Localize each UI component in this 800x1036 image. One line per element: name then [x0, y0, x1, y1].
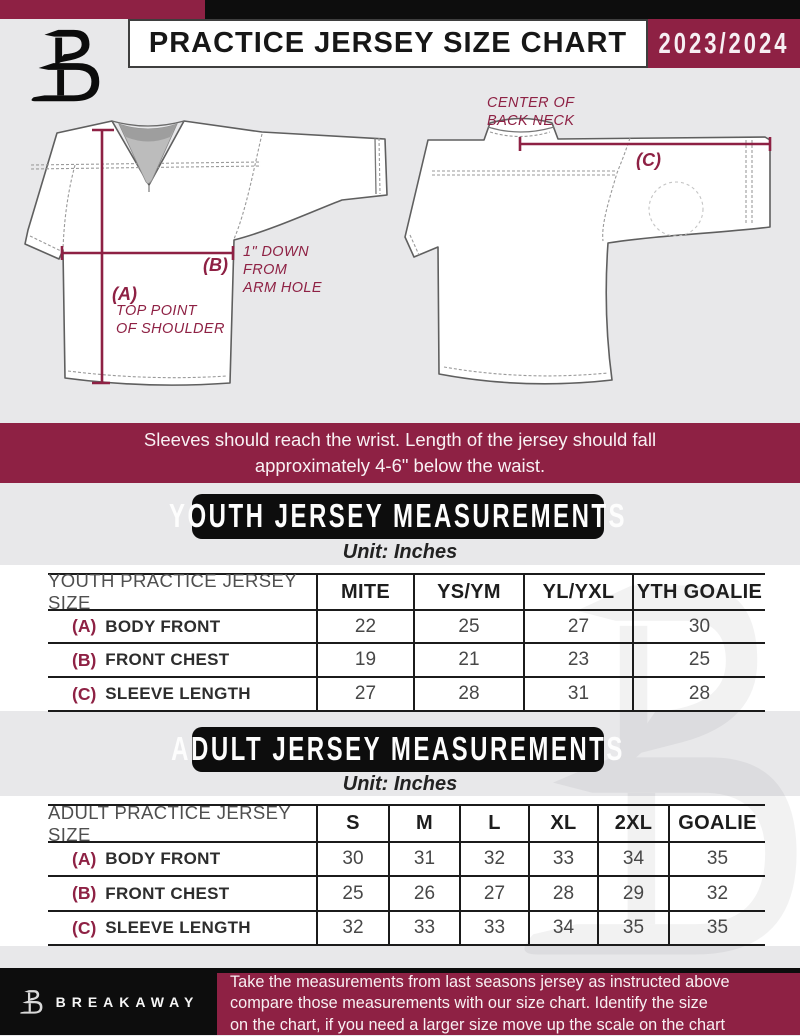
youth-col-header-goalie: YTH GOALIE: [632, 575, 765, 611]
row-key-c: (C): [72, 683, 97, 704]
adult-value-b-l: 27: [459, 877, 528, 912]
label-c-desc-2: BACK NECK: [487, 113, 575, 129]
youth-row-body-front: [48, 611, 316, 644]
season-box: [648, 19, 800, 68]
youth-col-header-mite: MITE: [316, 575, 413, 611]
youth-value-b-mite: 19: [316, 644, 413, 678]
label-b: (B): [203, 255, 228, 275]
breakaway-footer-logo-icon: [18, 985, 45, 1019]
adult-row-body-front: [48, 843, 316, 877]
adult-value-a-xl: 33: [528, 843, 597, 877]
youth-value-c-mite: 27: [316, 678, 413, 712]
label-c: (C): [636, 150, 661, 170]
page-title: PRACTICE JERSEY SIZE CHART: [148, 27, 628, 59]
adult-row-front-chest: [48, 877, 316, 912]
footer-line-3: on the chart, if you need a larger size move up the scale on the chart: [230, 1015, 726, 1034]
adult-value-c-xl: 34: [528, 912, 597, 946]
youth-value-c-ylyxl: 31: [523, 678, 632, 712]
season-label: 2023/2024: [658, 26, 790, 60]
footer-line-1: Take the measurements from last seasons jersey as instructed above: [230, 972, 730, 991]
adult-value-c-l: 33: [459, 912, 528, 946]
label-a-desc-2: OF SHOULDER: [116, 321, 225, 337]
adult-col-header-m: M: [388, 806, 459, 843]
breakaway-b-mark: [24, 22, 108, 110]
adult-col-header-s: S: [316, 806, 388, 843]
adult-col-header-2xl: 2XL: [597, 806, 668, 843]
label-a-desc-1: TOP POINT: [116, 303, 197, 319]
youth-col-header-ysym: YS/YM: [413, 575, 523, 611]
adult-value-a-2xl: 34: [597, 843, 668, 877]
footer-line-2: compare those measurements with our size chart. Identify the size: [230, 994, 708, 1013]
top-black-strip: [205, 0, 800, 19]
adult-value-a-l: 32: [459, 843, 528, 877]
adult-col-header-xl: XL: [528, 806, 597, 843]
adult-value-a-goalie: 35: [668, 843, 765, 877]
adult-value-c-m: 33: [388, 912, 459, 946]
label-b-desc-1: 1" DOWN: [243, 244, 309, 260]
row-name-sleeve-length: SLEEVE LENGTH: [105, 918, 251, 937]
adult-value-b-m: 26: [388, 877, 459, 912]
youth-unit-label: Unit: Inches: [342, 541, 458, 563]
youth-value-b-ylyxl: 23: [523, 644, 632, 678]
youth-row-sleeve-length: [48, 678, 316, 712]
row-key-a: (A): [72, 616, 97, 636]
adult-value-a-s: 30: [316, 843, 388, 877]
adult-col-header-l: L: [459, 806, 528, 843]
youth-section-banner: [168, 494, 628, 539]
youth-value-a-goalie: 30: [632, 611, 765, 644]
breakaway-logo-icon: [24, 22, 108, 110]
youth-value-b-goalie: 25: [632, 644, 765, 678]
youth-value-a-ysym: 25: [413, 611, 523, 644]
footer-brand-name: BREAKAWAY: [55, 993, 200, 1010]
adult-row-sleeve-length: [48, 912, 316, 946]
youth-size-table: [48, 570, 765, 712]
adult-banner-title: ADULT JERSEY MEASUREMENTS: [171, 729, 625, 768]
top-maroon-strip: [0, 0, 205, 19]
adult-value-c-goalie: 35: [668, 912, 765, 946]
youth-col-header-label: YOUTH PRACTICE JERSEY SIZE: [48, 575, 316, 611]
youth-value-b-ysym: 21: [413, 644, 523, 678]
adult-value-b-xl: 28: [528, 877, 597, 912]
adult-value-b-s: 25: [316, 877, 388, 912]
notice-line-2: approximately 4-6" below the waist.: [254, 455, 546, 476]
row-name-body-front: BODY FRONT: [105, 616, 221, 636]
row-key-a: (A): [72, 848, 97, 869]
row-name-front-chest: FRONT CHEST: [105, 650, 230, 669]
row-name-body-front: BODY FRONT: [105, 849, 221, 868]
row-key-b: (B): [72, 883, 97, 903]
adult-unit-label: Unit: Inches: [342, 773, 458, 795]
row-name-sleeve-length: SLEEVE LENGTH: [105, 684, 251, 703]
row-key-c: (C): [72, 917, 97, 938]
youth-banner-title: YOUTH JERSEY MEASUREMENTS: [168, 496, 628, 535]
notice-line-1: Sleeves should reach the wrist. Length of the jersey should fall: [143, 429, 657, 450]
adult-value-b-goalie: 32: [668, 877, 765, 912]
label-c-desc-1: CENTER OF: [487, 95, 575, 111]
adult-value-c-2xl: 35: [597, 912, 668, 946]
adult-value-c-s: 32: [316, 912, 388, 946]
adult-value-b-2xl: 29: [597, 877, 668, 912]
youth-col-header-ylyxl: YL/YXL: [523, 575, 632, 611]
row-key-b: (B): [72, 649, 97, 670]
label-b-desc-3: ARM HOLE: [243, 280, 322, 296]
front-jersey-diagram: [18, 103, 398, 418]
adult-section-banner: [171, 727, 625, 772]
adult-col-header-label: ADULT PRACTICE JERSEY SIZE: [48, 806, 316, 843]
label-b-desc-2: FROM: [243, 262, 288, 278]
row-name-front-chest: FRONT CHEST: [105, 883, 230, 903]
back-jersey-outline: [405, 119, 770, 384]
footer-instructions: [217, 973, 800, 1035]
label-a: (A): [112, 284, 137, 304]
fit-notice-banner: [0, 423, 800, 483]
page-title-box: [128, 19, 648, 68]
youth-value-a-ylyxl: 27: [523, 611, 632, 644]
footer-b-mark: [18, 985, 45, 1019]
youth-row-front-chest: [48, 644, 316, 678]
adult-size-table: [48, 801, 765, 946]
back-jersey-diagram: [402, 85, 794, 425]
adult-value-a-m: 31: [388, 843, 459, 877]
footer: [0, 968, 800, 1035]
youth-value-a-mite: 22: [316, 611, 413, 644]
youth-value-c-ysym: 28: [413, 678, 523, 712]
footer-brand-block: [0, 968, 217, 1035]
adult-col-header-goalie: GOALIE: [668, 806, 765, 843]
youth-value-c-goalie: 28: [632, 678, 765, 712]
